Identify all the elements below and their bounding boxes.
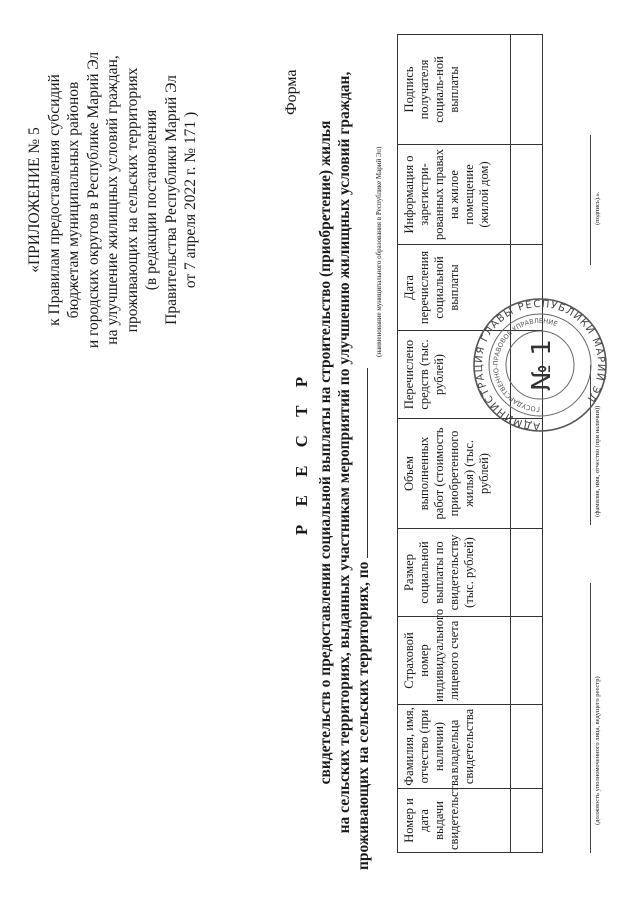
subtitle-line: свидетельств о предоставлении социальной выплаты на строительство (приобретение) жилья bbox=[317, 120, 334, 785]
subtitle-line: на сельских территориях, выданных участникам мероприятий по улучшению жилищных условий граждан, bbox=[336, 71, 353, 834]
table-row bbox=[511, 35, 543, 853]
table-header-cell: Объем выполненных работ (стоимость приобретенного жилья) (тыс. рублей) bbox=[398, 419, 511, 529]
table-cell bbox=[511, 617, 543, 705]
appendix-header bbox=[25, 35, 201, 365]
table-header-cell: Фамилия, имя, отчество (при наличии) владельца свидетельства bbox=[398, 705, 511, 789]
appendix-line: бюджетам муниципальных районов bbox=[65, 81, 82, 319]
appendix-line: и городских округов в Республике Марий Эл bbox=[84, 51, 102, 349]
table-cell bbox=[511, 419, 543, 529]
table-cell bbox=[511, 35, 543, 145]
table-cell bbox=[511, 789, 543, 853]
table-header-row bbox=[398, 35, 511, 853]
appendix-line: «ПРИЛОЖЕНИЕ № 5 bbox=[26, 127, 43, 273]
registry-table bbox=[397, 34, 543, 853]
table-cell bbox=[511, 529, 543, 617]
stamp-number: № 1 bbox=[527, 339, 557, 391]
subtitle-line bbox=[354, 35, 373, 870]
table-header-cell: Размер социальной выплаты по свидетельству (тыс. рублей) bbox=[398, 529, 511, 617]
document-subtitle bbox=[316, 35, 373, 870]
appendix-line: от 7 апреля 2022 г. № 171 ) bbox=[182, 111, 199, 289]
subtitle-line-text: проживающих на сельских территориях, по bbox=[355, 561, 372, 870]
table-header-cell: Подпись получателя социаль-ной выплаты bbox=[398, 35, 511, 145]
table-header-cell: Дата перечисления социальной выплаты bbox=[398, 245, 511, 331]
stamp-outer-text: АДМИНИСТРАЦИЯ ГЛАВЫ РЕСПУБЛИКИ МАРИЙ ЭЛ bbox=[473, 298, 607, 432]
signature-line bbox=[590, 135, 591, 265]
official-stamp bbox=[470, 295, 610, 435]
municipality-fill-line bbox=[355, 368, 368, 558]
signature-note: (подпись).». bbox=[594, 191, 601, 225]
table-header-cell: Страховой номер индивидуального лицевого счета bbox=[398, 617, 511, 705]
position-note: (должность уполномоченного лица, ведущего реестр) bbox=[594, 676, 601, 825]
form-label: Форма bbox=[283, 69, 300, 115]
appendix-line: Правительства Республики Марий Эл bbox=[162, 75, 180, 325]
table-header-cell: Перечислено средств (тыс. рублей) bbox=[398, 331, 511, 419]
appendix-line: (в редакции постановления bbox=[143, 109, 160, 291]
table-header-cell: Номер и дата выдачи свидетельства bbox=[398, 789, 511, 853]
appendix-line: проживающих на сельских территориях bbox=[123, 67, 141, 333]
table-header-cell: Информация о зарегистри-рованных правах на жилое помещение (жилой дом) bbox=[398, 145, 511, 245]
name-note: (фамилия, имя, отчество (при наличии)) bbox=[594, 405, 601, 517]
appendix-line: на улучшение жилищных условий граждан, bbox=[104, 55, 121, 345]
stamp-inner-text: ГОСУДАРСТВЕННО-ПРАВОВОЕ УПРАВЛЕНИЕ bbox=[491, 316, 559, 414]
appendix-line: к Правилам предоставления субсидий bbox=[45, 74, 63, 326]
document-title: Р Е Е С Т Р bbox=[292, 369, 311, 536]
position-signature-line bbox=[590, 583, 591, 853]
municipality-note: (наименование муниципального образования в Республике Марий Эл) bbox=[375, 146, 383, 357]
table-cell bbox=[511, 705, 543, 789]
table-cell bbox=[511, 145, 543, 245]
